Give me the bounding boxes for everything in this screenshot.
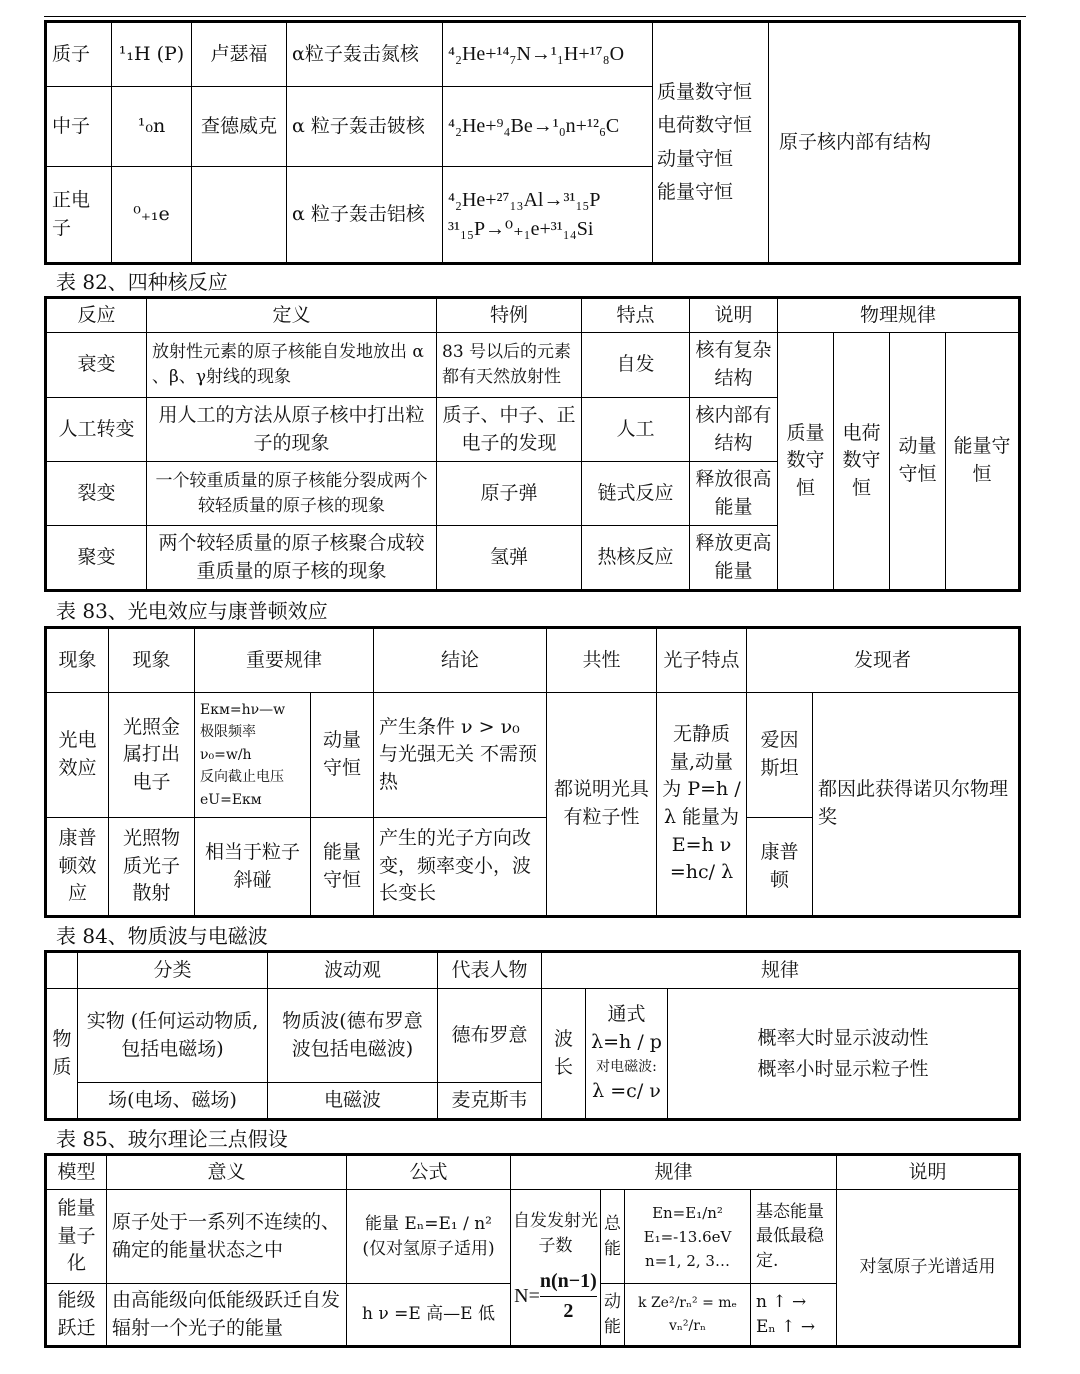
law-cell: 质量数守恒 [778,333,834,590]
header-cell: 物理规律 [778,299,1019,333]
rule-line: 反向截止电压 [200,769,284,786]
reaction-type: 聚变 [47,526,147,590]
caption-table-85: 表 85、玻尔理论三点假设 [56,1127,288,1151]
table-row [47,333,1019,398]
discoverer: 康普顿 [747,818,813,916]
header-cell: 说明 [837,1156,1019,1190]
wave-view: 物质波(德布罗意波包括电磁波) [268,989,438,1083]
top-rule [44,16,1026,17]
experiment: α 粒子轰击铝核 [287,167,443,263]
header-row [47,629,1019,693]
reaction-equation: ⁴₂He+¹⁴₇N→¹₁H+¹⁷₈O [443,23,653,87]
applicability-note: 对氢原子光谱适用 [837,1190,1019,1346]
meaning: 由高能级向低能级跃迁自发辐射一个光子的能量 [107,1284,347,1346]
header-cell: 代表人物 [438,953,542,989]
reaction-feature: 热核反应 [582,526,690,590]
reaction-example: 质子、中子、正电子的发现 [437,398,582,462]
law-cell: 动量守恒 [890,333,946,590]
reaction-note: 核有复杂结构 [690,333,778,398]
header-cell: 定义 [147,299,437,333]
header-cell: 发现者 [747,629,1019,693]
rule-line: Eᴋᴍ=hν—w [200,702,286,719]
equation-line: ³¹₁₅P→⁰₊₁e+³¹₁₄Si [448,217,594,240]
trend-line: Eₙ ↑ → [756,1316,816,1337]
wavelength-label: 波长 [542,989,586,1119]
law-cell: 电荷数守恒 [834,333,890,590]
rule-line: 极限频率ν₀=w/h [200,724,256,763]
law-item: 电荷数守恒 [657,114,753,137]
caption-table-84: 表 84、物质波与电磁波 [56,924,268,948]
header-cell: 结论 [374,629,547,693]
header-cell: 波动观 [268,953,438,989]
header-row [47,953,1019,989]
emission-count [511,1190,601,1346]
law-item: 能量守恒 [657,180,734,203]
particle-name: 正电子 [47,167,112,263]
energy-line: n=1, 2, 3… [645,1251,730,1270]
reaction-example: 83 号以后的元素都有天然放射性 [437,333,582,398]
model: 能量量子化 [47,1190,107,1284]
effect-rules: 相当于粒子斜碰 [195,818,311,916]
header-row [47,299,1019,333]
trend-line: n ↑ → [756,1291,807,1312]
fraction-denominator: 2 [563,1299,574,1322]
experiment: α 粒子轰击铍核 [287,87,443,167]
header-cell: 模型 [47,1156,107,1190]
header-cell: 说明 [690,299,778,333]
reaction-definition: 用人工的方法从原子核中打出粒子的现象 [147,398,437,462]
table-81-particle-discovery [46,22,1019,263]
kinetic-energy-formula: k Ze²/rₙ² = mₑ vₙ²/rₙ [625,1284,751,1346]
formula-em-label: 对电磁波: [596,1059,657,1076]
header-cell: 反应 [47,299,147,333]
category: 场(电场、磁场) [78,1083,268,1119]
wavelength-formula [586,989,668,1119]
total-energy-label: 总能 [601,1190,625,1284]
conservation-law: 能量守恒 [311,818,374,916]
header-cell: 规律 [542,953,1019,989]
table-85-bohr-theory [46,1155,1019,1346]
duality-rule [668,989,1019,1119]
formula-line: 能量 Eₙ=E₁ / n² [365,1213,492,1234]
emission-label: 自发发射光子数 [513,1211,598,1256]
effect-conclusion: 产生条件 ν > ν₀ 与光强无关 不需预热 [374,693,547,818]
reaction-equation: ⁴₂He+⁹₄Be→¹₀n+¹²₆C [443,87,653,167]
equation-line: ⁴₂He+²⁷₁₃Al→³¹₁₅P [448,188,601,211]
reaction-note: 核内部有结构 [690,398,778,462]
formula-note: (仅对氢原子适用) [362,1238,495,1259]
header-cell: 特点 [582,299,690,333]
fraction [540,1267,597,1326]
reaction-type: 裂变 [47,462,147,526]
conclusion: 原子核内部有结构 [769,23,1019,263]
particle-symbol: ⁰₊₁e [112,167,192,263]
header-cell: 光子特点 [657,629,747,693]
law-item: 动量守恒 [657,147,734,170]
particle-symbol: ¹₁H (P) [112,23,192,87]
rule-line: 概率大时显示波动性 [757,1027,929,1050]
energy-line: E₁=-13.6eV [643,1227,732,1246]
header-cell: 现象 [47,629,109,693]
effect-phenomenon: 光照金属打出电子 [109,693,195,818]
table-82-nuclear-reactions [46,298,1019,590]
rule-line: eU=Eᴋᴍ [200,791,262,808]
reaction-type: 衰变 [47,333,147,398]
table-row [47,693,1019,818]
reaction-definition: 放射性元素的原子核能自发地放出 α 、β、γ射线的现象 [147,333,437,398]
representative: 麦克斯韦 [438,1083,542,1119]
reaction-note: 释放很高能量 [690,462,778,526]
particle-name: 质子 [47,23,112,87]
header-cell: 意义 [107,1156,347,1190]
ground-state-note: 基态能量最低最稳定. [751,1190,837,1284]
caption-table-83: 表 83、光电效应与康普顿效应 [56,599,328,623]
matter-label: 物质 [47,989,78,1119]
effect-name: 光电效应 [47,693,109,818]
conservation-laws [653,23,769,263]
discoverer: 卢瑟福 [192,23,287,87]
caption-table-82: 表 82、四种核反应 [56,270,228,294]
reaction-note: 释放更高能量 [690,526,778,590]
energy-line: En=E₁/n² [652,1203,723,1222]
header-cell: 共性 [547,629,657,693]
discoverer: 爱因斯坦 [747,693,813,818]
representative: 德布罗意 [438,989,542,1083]
particle-symbol: ¹₀n [112,87,192,167]
header-cell: 公式 [347,1156,511,1190]
reaction-definition: 一个较重质量的原子核能分裂成两个较轻质量的原子核的现象 [147,462,437,526]
law-item: 质量数守恒 [657,81,753,103]
formula-left: N= [514,1284,540,1307]
award-note: 都因此获得诺贝尔物理奖 [813,693,1019,916]
header-cell: 特例 [437,299,582,333]
common-property: 都说明光具有粒子性 [547,693,657,916]
empty-corner [47,953,78,989]
effect-phenomenon: 光照物质光子散射 [109,818,195,916]
rule-line: 概率小时显示粒子性 [757,1057,929,1080]
conservation-law: 动量守恒 [311,693,374,818]
formula-title: 通式 [607,1002,646,1025]
header-cell: 重要规律 [195,629,374,693]
reaction-definition: 两个较轻质量的原子核聚合成较重质量的原子核的现象 [147,526,437,590]
reaction-feature: 自发 [582,333,690,398]
formula: h ν =E 高—E 低 [347,1284,511,1346]
header-cell: 规律 [511,1156,837,1190]
formula [347,1190,511,1284]
reaction-type: 人工转变 [47,398,147,462]
header-cell: 分类 [78,953,268,989]
wave-view: 电磁波 [268,1083,438,1119]
effect-rules [195,693,311,818]
discoverer [192,167,287,263]
fraction-numerator: n(n−1) [540,1267,597,1297]
model: 能级跃迁 [47,1284,107,1346]
header-cell: 现象 [109,629,195,693]
particle-name: 中子 [47,87,112,167]
reaction-equation [443,167,653,263]
formula-general: λ=h / p [591,1030,662,1053]
header-row [47,1156,1019,1190]
total-energy-formula [625,1190,751,1284]
reaction-feature: 链式反应 [582,462,690,526]
table-row [47,23,1019,87]
reaction-example: 原子弹 [437,462,582,526]
reaction-example: 氢弹 [437,526,582,590]
meaning: 原子处于一系列不连续的、确定的能量状态之中 [107,1190,347,1284]
effect-name: 康普顿效应 [47,818,109,916]
table-83-photoelectric-compton [46,628,1019,916]
emission-formula [513,1267,598,1326]
effect-conclusion: 产生的光子方向改变，频率变小，波长变长 [374,818,547,916]
law-cell: 能量守恒 [946,333,1019,590]
discoverer: 查德威克 [192,87,287,167]
table-row [47,989,1019,1083]
energy-trend [751,1284,837,1346]
table-84-matter-waves [46,952,1019,1119]
category: 实物 (任何运动物质,包括电磁场) [78,989,268,1083]
reaction-feature: 人工 [582,398,690,462]
photon-features: 无静质量,动量为 P=h / λ 能量为 E=h ν =hc/ λ [657,693,747,916]
experiment: α粒子轰击氮核 [287,23,443,87]
table-row [47,1190,1019,1284]
kinetic-energy-label: 动能 [601,1284,625,1346]
formula-em: λ =c/ ν [592,1080,661,1103]
